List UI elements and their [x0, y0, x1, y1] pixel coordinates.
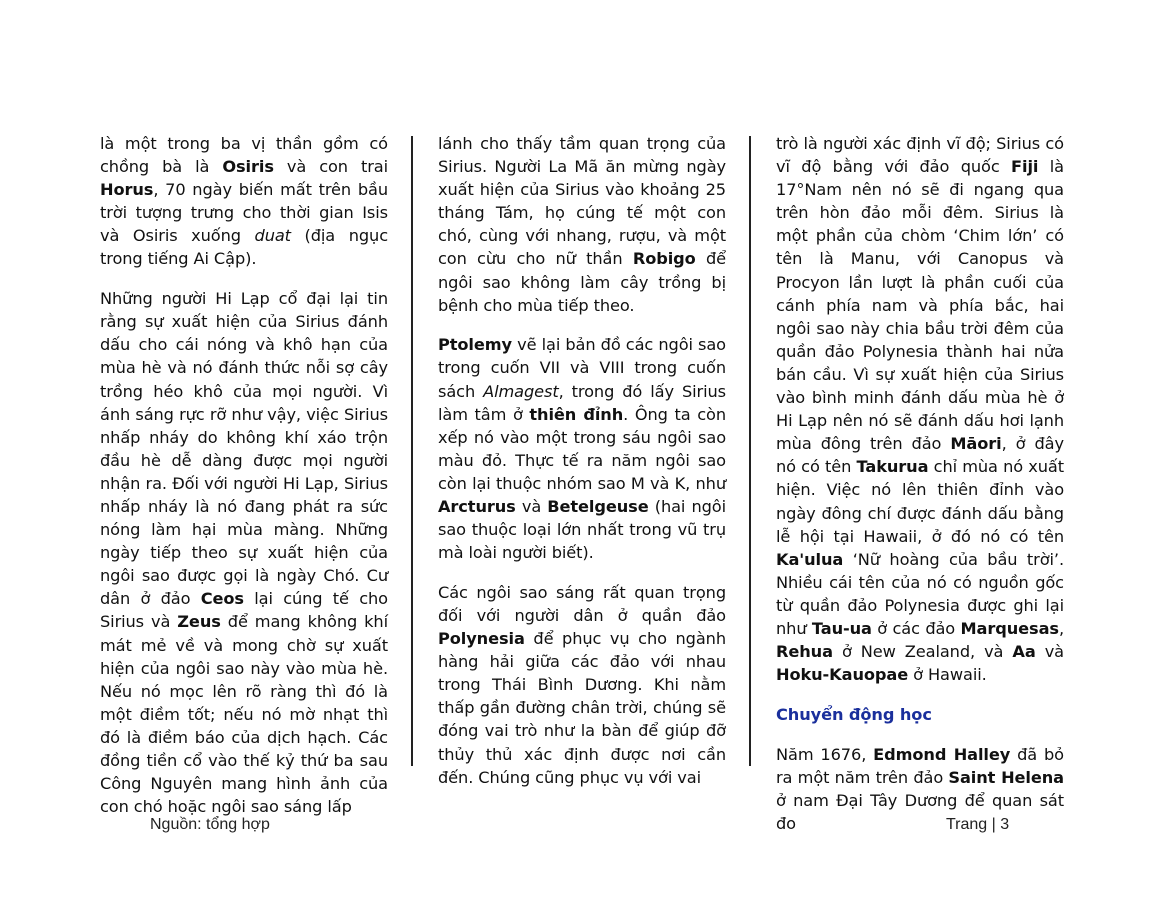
- text-column-2: [438, 132, 726, 805]
- text-run: để mang không khí mát mẻ về và mong chờ sự xuất hiện của ngôi sao này vào mùa hè. Nếu nó mọc lên rõ ràng thì đó là một điềm tốt; nếu nó mờ nhạt thì đó là điềm báo của dịch hạch. Các đồng tiền cổ vào thế kỷ thứ ba sau Công Nguyên mang hình ảnh của con chó hoặc ngôi sao sáng lấp: [100, 612, 388, 817]
- bold-term: Rehua: [776, 642, 833, 662]
- text-run: ở Hawaii.: [908, 665, 987, 685]
- text-run: , 70 ngày biến mất trên bầu trời tượng trưng cho thời gian Isis và Osiris xuống: [100, 180, 388, 246]
- paragraph: [776, 743, 1064, 835]
- text-run: ,: [1058, 618, 1064, 638]
- bold-term: Robigo: [632, 249, 696, 269]
- text-run: ở nam Đại Tây Dương để quan sát đo: [776, 790, 1064, 833]
- text-run: , trong đó lấy Sirius làm tâm ở: [438, 381, 726, 424]
- bold-term: Marquesas: [960, 618, 1059, 638]
- bold-term: Aa: [1012, 642, 1036, 662]
- text-run: , ở đây nó có tên: [776, 434, 1064, 477]
- text-run: Năm 1676,: [776, 744, 874, 764]
- bold-term: Saint Helena: [948, 767, 1064, 787]
- bold-term: Ceos: [200, 589, 244, 609]
- text-run: Những người Hi Lạp cổ đại lại tin rằng sự xuất hiện của Sirius đánh dấu cho cái nóng và khô hạn của mùa hè và nó đánh thức nỗi sợ cây trồng héo khô của mọi người. Vì ánh sáng rực rỡ như vậy, việc Sirius nhấp nháy do không khí xáo trộn đầu hè dễ dàng được mọi người nhận ra. Đối với người Hi Lạp, Sirius nhấp nháy là nó đang phát ra sức nóng làm hại mùa màng. Những ngày tiếp theo sự xuất hiện của ngôi sao được gọi là ngày Chó. Cư dân ở đảo: [100, 289, 388, 609]
- bold-term: Polynesia: [438, 629, 525, 649]
- text-run: (hai ngôi sao thuộc loại lớn nhất trong vũ trụ mà loài người biết).: [438, 497, 726, 563]
- paragraph: [438, 581, 726, 789]
- footer-source: Nguồn: tổng hợp: [150, 816, 270, 833]
- bold-term: Edmond Halley: [873, 744, 1011, 764]
- bold-term: Ka'ulua: [776, 549, 844, 569]
- paragraph: [100, 287, 388, 818]
- text-run: và con trai: [273, 157, 388, 177]
- bold-term: Osiris: [222, 157, 274, 177]
- paragraph: [100, 132, 388, 271]
- paragraph: [438, 132, 726, 317]
- italic-term: Almagest: [483, 381, 559, 401]
- text-run: chỉ mùa nó xuất hiện. Việc nó lên thiên đỉnh vào ngày đông chí được đánh dấu bằng lễ hội tại Hawaii, ở đó nó có tên: [776, 457, 1064, 546]
- text-run: lánh cho thấy tầm quan trọng của Sirius. Người La Mã ăn mừng ngày xuất hiện của Sirius vào khoảng 25 tháng Tám, họ cúng tế một con chó, cùng với nhang, rượu, và một con cừu cho nữ thần: [438, 134, 726, 269]
- text-run: (địa ngục trong tiếng Ai Cập).: [100, 226, 389, 269]
- bold-term: Fiji: [1011, 157, 1039, 177]
- bold-term: thiên đỉnh: [529, 404, 624, 424]
- text-run: Các ngôi sao sáng rất quan trọng đối với người dân ở quần đảo: [438, 582, 726, 625]
- column-divider-1: [411, 136, 413, 766]
- section-heading: Chuyển động học: [776, 704, 932, 724]
- bold-term: Ptolemy: [438, 335, 512, 355]
- text-run: để phục vụ cho ngành hàng hải giữa các đảo với nhau trong Thái Bình Dương. Khi nằm thấp gần đường chân trời, chúng sẽ đóng vai trò như la bàn để giúp đỡ thủy thủ xác định được nơi cần đến. Chúng cũng phục vụ với vai: [438, 629, 726, 787]
- text-run: để ngôi sao không làm cây trồng bị bệnh cho mùa tiếp theo.: [438, 249, 726, 315]
- bold-term: Takurua: [856, 457, 929, 477]
- text-run: đã bỏ ra một năm trên đảo: [776, 744, 1064, 787]
- text-run: và: [1035, 642, 1064, 662]
- text-run: là một trong ba vị thần gồm có chồng bà là: [100, 134, 388, 177]
- paragraph: [776, 132, 1064, 686]
- bold-term: Zeus: [177, 612, 221, 632]
- text-run: lại cúng tế cho Sirius và: [100, 589, 388, 632]
- text-run: là 17°Nam nên nó sẽ đi ngang qua trên hòn đảo mỗi đêm. Sirius là một phần của chòm ‘Chim lớn’ có tên là Manu, với Canopus và Procyon lần lượt là phần cuối của cánh phía nam và phía bắc, hai ngôi sao này chia bầu trời đêm của quần đảo Polynesia thành hai nửa bán cầu. Vì sự xuất hiện của Sirius vào bình minh đánh dấu mùa hè ở Hi Lạp nên nó sẽ đánh dấu hơi lạnh mùa đông trên đảo: [776, 157, 1064, 454]
- text-run: ở các đảo: [871, 618, 961, 638]
- bold-term: Betelgeuse: [547, 497, 649, 516]
- paragraph: [438, 333, 726, 564]
- footer-page-number: Trang | 3: [946, 816, 1010, 833]
- column-divider-2: [749, 136, 751, 766]
- bold-term: Tau-ua: [811, 618, 872, 638]
- italic-term: duat: [254, 226, 291, 246]
- bold-term: Māori: [950, 434, 1002, 454]
- bold-term: Hoku-Kauopae: [776, 665, 909, 685]
- text-run: ‘Nữ hoàng của bầu trời’. Nhiều cái tên của nó có nguồn gốc từ quần đảo Polynesia được ghi lại như: [776, 549, 1064, 638]
- text-column-1: [100, 132, 388, 835]
- bold-term: Horus: [100, 180, 154, 200]
- text-run: và: [515, 497, 548, 516]
- bold-term: Arcturus: [438, 497, 516, 516]
- text-run: ở New Zealand, và: [832, 642, 1013, 662]
- text-run: trò là người xác định vĩ độ; Sirius có vĩ độ bằng với đảo quốc: [776, 134, 1064, 177]
- text-run: . Ông ta còn xếp nó vào một trong sáu ngôi sao màu đỏ. Thực tế ra năm ngôi sao còn lại thuộc nhóm sao M và K, như: [438, 404, 726, 493]
- text-column-3: [776, 132, 1064, 852]
- text-run: vẽ lại bản đồ các ngôi sao trong cuốn VII và VIII trong cuốn sách: [438, 335, 726, 401]
